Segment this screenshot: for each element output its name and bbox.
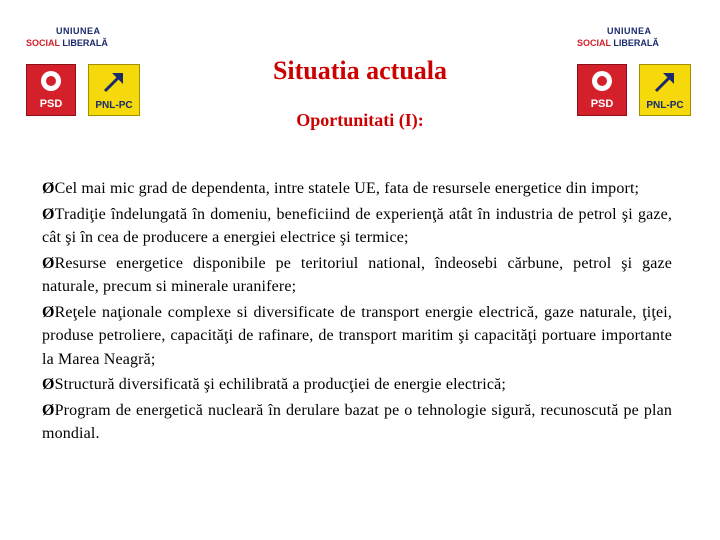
bullet-item [42,203,672,250]
logo-line1: UNIUNEA [607,26,652,36]
bullet-item [42,177,672,201]
psd-label: PSD [39,98,63,110]
bullet-item [42,373,672,397]
bullet-item [42,301,672,372]
bullet-arrow-icon: Ø [42,401,55,419]
bullet-text: Tradiţie îndelungată în domeniu, beneficiind de experienţă atât în industria de petrol şi gaze, cât şi în cea de producere a energiei electrice şi termice; [42,205,672,246]
logo-social: SOCIAL [26,38,60,48]
logo-line1: UNIUNEA [56,26,101,36]
psd-label: PSD [590,98,614,110]
logo-liberala: LIBERALĂ [613,38,659,48]
bullet-item [42,399,672,446]
bullet-text: Structură diversificată şi echilibrată a producţiei de energie electrică; [54,376,506,393]
logo-social: SOCIAL [577,38,611,48]
bullet-arrow-icon: Ø [42,205,55,223]
pnl-label: PNL-PC [95,100,133,111]
bullet-text: Program de energetică nucleară în derulare bazat pe o tehnologie sigură, recunoscută pe plan mondial. [42,401,672,442]
bullet-list [42,177,672,448]
bullet-arrow-icon: Ø [42,180,55,197]
bullet-arrow-icon: Ø [42,376,55,393]
bullet-arrow-icon: Ø [42,254,55,272]
bullet-text: Resurse energetice disponibile pe teritoriul national, îndeosebi cărbune, petrol şi gaze naturale, precum si minerale uranifere; [42,254,672,295]
slide-subtitle: Oportunitati (I): [296,110,424,130]
slide-title: Situatia actuala [272,56,448,85]
logo-line2 [26,38,108,48]
logo-liberala: LIBERALĂ [62,38,108,48]
bullet-text: Cel mai mic grad de dependenta, intre statele UE, fata de resursele energetice din import; [54,180,640,197]
bullet-arrow-icon: Ø [42,303,55,321]
bullet-item [42,252,672,299]
bullet-text: Reţele naţionale complexe si diversificate de transport energie electrică, gaze naturale, ţiţei, produse petroliere, capacităţi de rafinare, de transport maritim şi capacităţi portuare importante la Marea Neagră; [42,303,672,368]
pnl-label: PNL-PC [646,100,684,111]
logo-line2 [577,38,659,48]
